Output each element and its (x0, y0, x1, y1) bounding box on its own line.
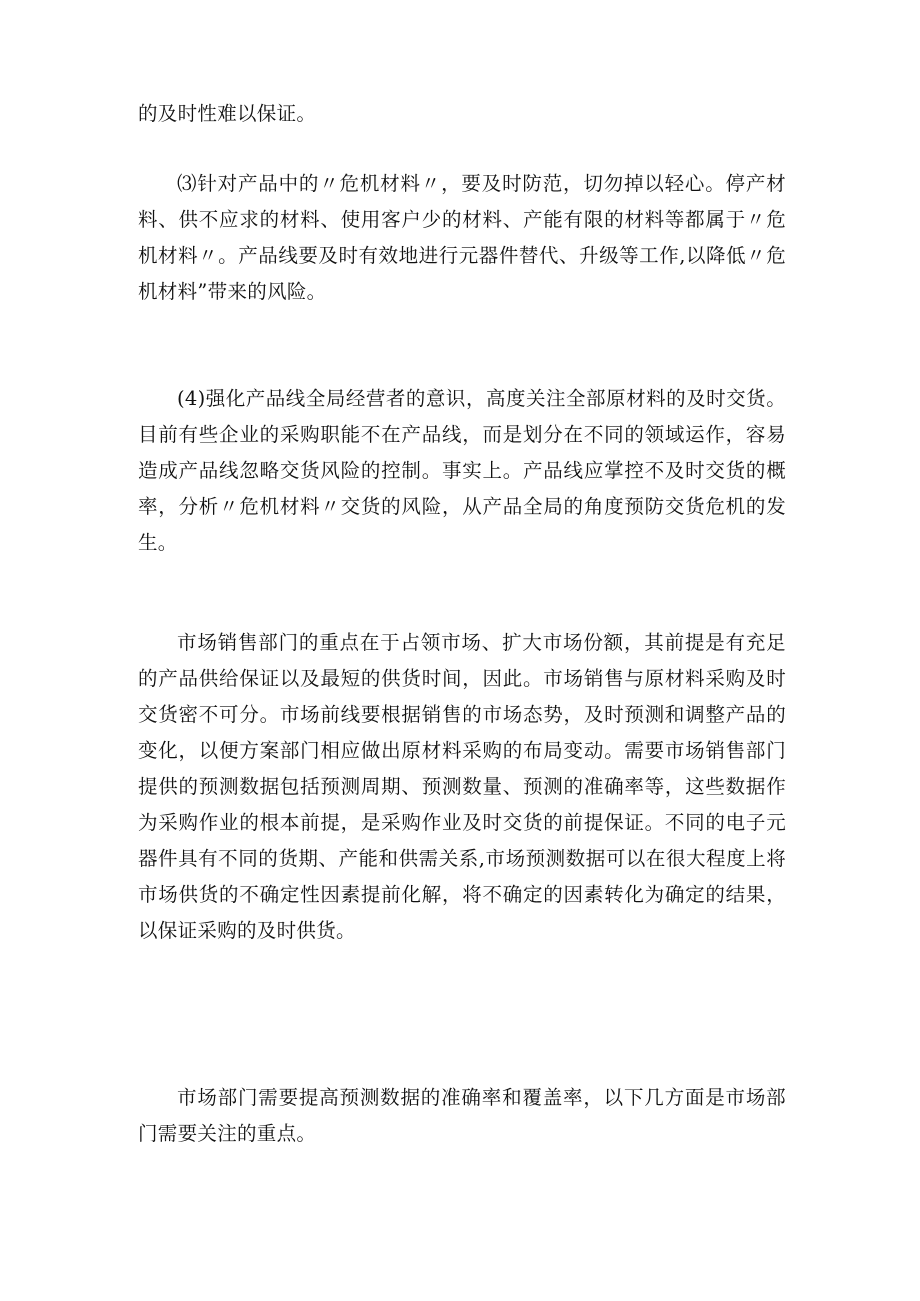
paragraph-item-3: ⑶针对产品中的〃危机材料〃，要及时防范，切勿掉以轻心。停产材料、供不应求的材料、使用客户少的材料、产能有限的材料等都属于〃危机材料〃。产品线要及时有效地进行元器件替代、升级等工作,以降低〃危机材料”带来的风险。 (138, 172, 786, 303)
paragraph-market-sales: 市场销售部门的重点在于占领市场、扩大市场份额，其前提是有充足的产品供给保证以及最短的供货时间，因此。市场销售与原材料采购及时交货密不可分。市场前线要根据销售的市场态势，及时预测和调整产品的变化，以便方案部门相应做出原材料采购的布局变动。需要市场销售部门提供的预测数据包括预测周期、预测数量、预测的准确率等，这些数据作为采购作业的根本前提，是采购作业及时交货的前提保证。不同的电子元器件具有不同的货期、产能和供需关系,市场预测数据可以在很大程度上将市场供货的不确定性因素提前化解，将不确定的因素转化为确定的结果，以保证采购的及时供货。 (138, 631, 786, 942)
paragraph-item-4: (4)强化产品线全局经营者的意识，高度关注全部原材料的及时交货。目前有些企业的采购职能不在产品线，而是划分在不同的领域运作，容易造成产品线忽略交货风险的控制。事实上。产品线应掌控不及时交货的概率，分析〃危机材料〃交货的风险，从产品全局的角度预防交货危机的发生。 (138, 387, 786, 554)
paragraph-continuation: 的及时性难以保证。 (138, 102, 317, 125)
paragraph-market-focus: 市场部门需要提高预测数据的准确率和覆盖率，以下几方面是市场部门需要关注的重点。 (138, 1086, 786, 1145)
